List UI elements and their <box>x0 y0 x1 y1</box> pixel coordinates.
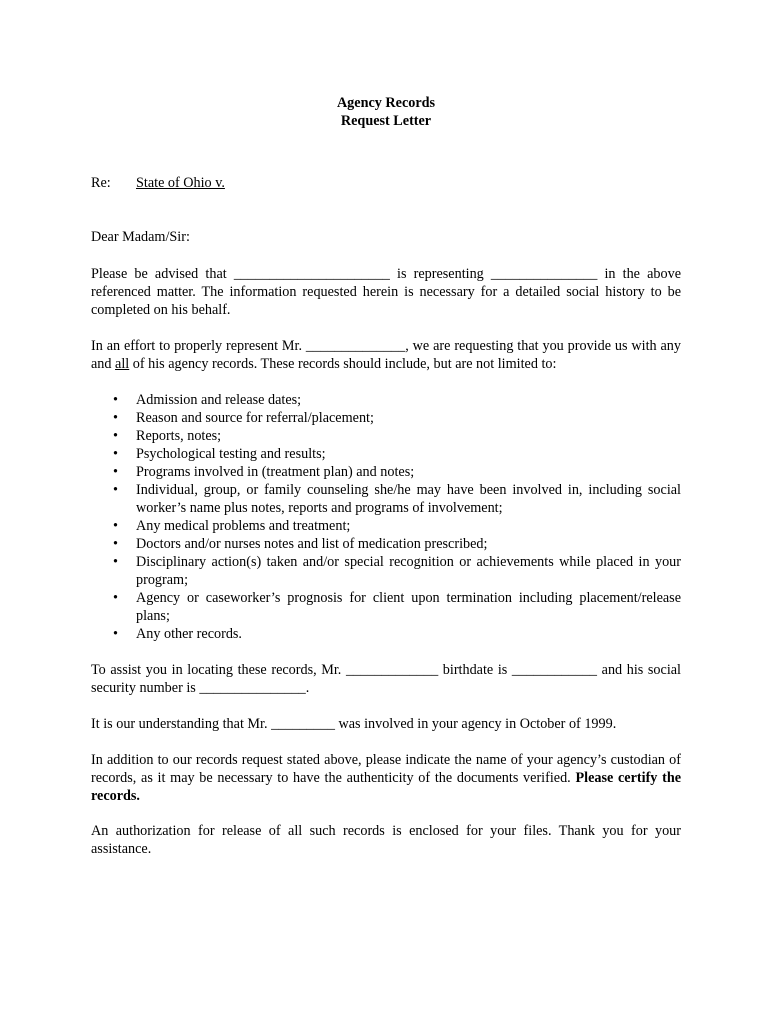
list-item-text: Reports, notes; <box>136 428 222 444</box>
paragraph-authorization: An authorization for release of all such records is enclosed for your files. Thank you for your assistance. <box>91 823 681 857</box>
bullet-icon: • <box>113 536 118 552</box>
list-item-text: Disciplinary action(s) taken and/or special recognition or achievements while placed in your program; <box>136 554 681 588</box>
certify-statement: Please certify the records. <box>91 770 682 804</box>
paragraph-records-request-part1: In an effort to properly represent Mr. ______________, we are requesting that you provide us with any and <box>91 338 681 372</box>
bullet-icon: • <box>113 428 118 444</box>
letter-page <box>91 94 681 858</box>
paragraph-records-request-part2: of his agency records. These records should include, but are not limited to: <box>129 356 557 372</box>
bullet-icon: • <box>113 392 118 408</box>
list-item-text: Admission and release dates; <box>136 392 302 408</box>
list-item <box>91 535 681 553</box>
letter-title-line1: Agency Records <box>336 95 436 111</box>
list-item <box>91 589 681 625</box>
paragraph-custodian <box>91 751 681 805</box>
list-item <box>91 481 681 517</box>
list-item-text: Reason and source for referral/placement; <box>136 410 374 426</box>
bullet-icon: • <box>113 554 118 570</box>
list-item <box>91 427 681 445</box>
list-item <box>91 409 681 427</box>
re-line <box>91 174 681 192</box>
records-bullet-list <box>91 391 681 643</box>
salutation: Dear Madam/Sir: <box>91 229 190 245</box>
re-label: Re: <box>91 175 111 191</box>
bullet-icon: • <box>113 464 118 480</box>
bullet-icon: • <box>113 518 118 534</box>
bullet-icon: • <box>113 482 118 498</box>
paragraph-records-request <box>91 337 681 373</box>
list-item-text: Doctors and/or nurses notes and list of medication prescribed; <box>136 536 488 552</box>
bullet-icon: • <box>113 446 118 462</box>
list-item-text: Psychological testing and results; <box>136 446 326 462</box>
list-item <box>91 553 681 589</box>
list-item-text: Any other records. <box>136 626 242 642</box>
paragraph-custodian-text: In addition to our records request stated above, please indicate the name of your agency’s custodian of records, as it may be necessary to have the authenticity of the documents verified. <box>91 752 681 786</box>
list-item <box>91 625 681 643</box>
list-item <box>91 517 681 535</box>
paragraph-understanding: It is our understanding that Mr. _________ was involved in your agency in October of 1999. <box>91 716 617 732</box>
paragraph-representation: Please be advised that ______________________ is representing _______________ in the above referenced matter. The information requested herein is necessary for a detailed social history to be completed on his behalf. <box>91 266 681 318</box>
list-item-text: Programs involved in (treatment plan) and notes; <box>136 464 415 480</box>
list-item-text: Agency or caseworker’s prognosis for client upon termination including placement/release plans; <box>136 590 681 624</box>
list-item <box>91 391 681 409</box>
paragraph-records-request-all: all <box>115 356 130 372</box>
bullet-icon: • <box>113 626 118 642</box>
re-value: State of Ohio v. <box>136 175 225 191</box>
bullet-icon: • <box>113 410 118 426</box>
list-item <box>91 463 681 481</box>
list-item-text: Individual, group, or family counseling she/he may have been involved in, including social worker’s name plus notes, reports and programs of involvement; <box>136 482 681 516</box>
letter-title-line2: Request Letter <box>340 113 432 129</box>
list-item <box>91 445 681 463</box>
bullet-icon: • <box>113 590 118 606</box>
list-item-text: Any medical problems and treatment; <box>136 518 351 534</box>
paragraph-locating-records: To assist you in locating these records, Mr. _____________ birthdate is ____________ and his social security number is _______________. <box>91 662 681 696</box>
